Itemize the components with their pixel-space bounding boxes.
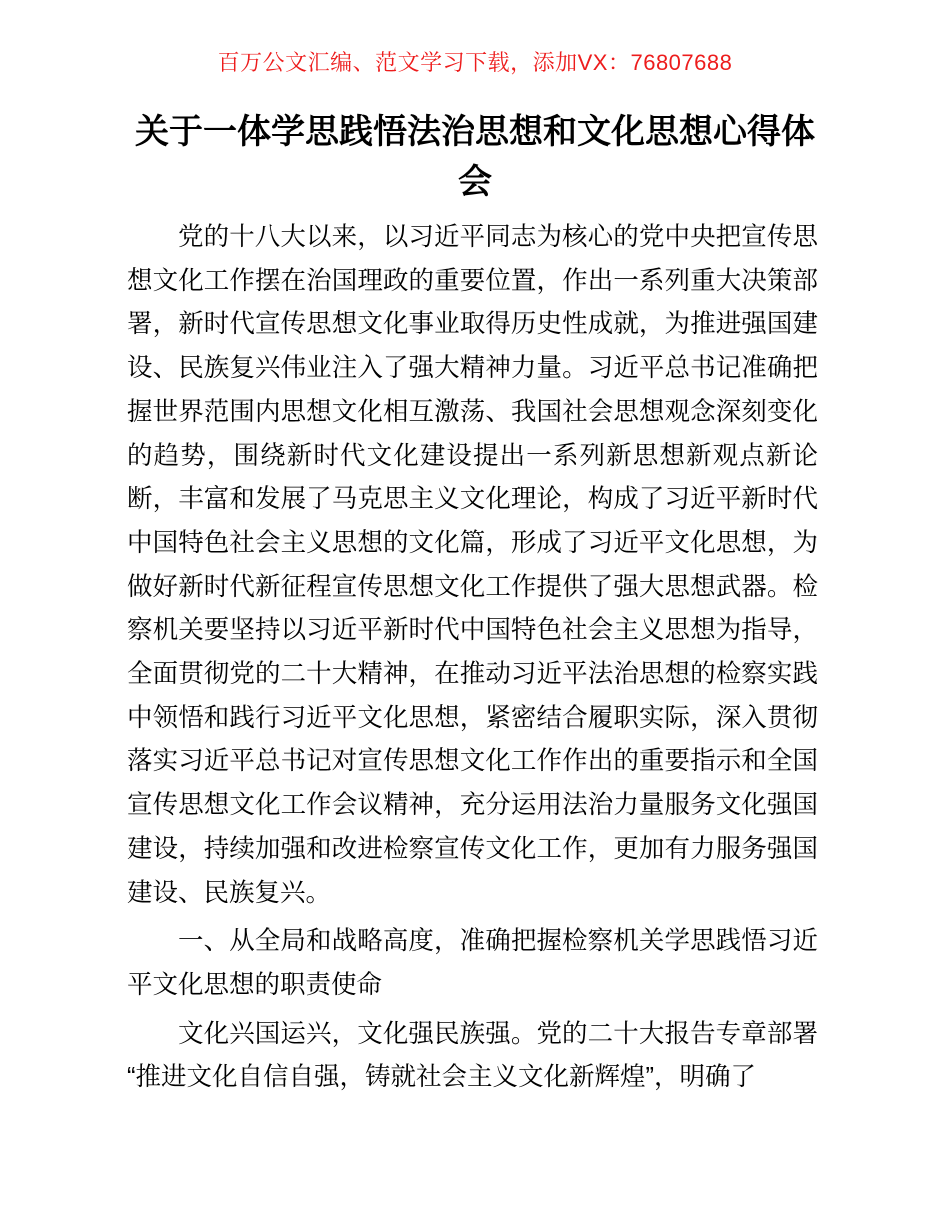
- document-title: 关于一体学思践悟法治思想和文化思想心得体会: [135, 113, 815, 201]
- watermark-banner: 百万公文汇编、范文学习下载，添加VX：76807688: [217, 50, 733, 75]
- section-heading-1: 一、从全局和战略高度，准确把握检察机关学思践悟习近平文化思想的职责使命: [127, 927, 818, 999]
- body-paragraph-1: 党的十八大以来，以习近平同志为核心的党中央把宣传思想文化工作摆在治国理政的重要位置，作出一系列重大决策部署，新时代宣传思想文化事业取得历史性成就，为推进强国建设、民族复兴伟业注入了强大精神力量。习近平总书记准确把握世界范围内思想文化相互激荡、我国社会思想观念深刻变化的趋势，围绕新时代文化建设提出一系列新思想新观点新论断，丰富和发展了马克思主义文化理论，构成了习近平新时代中国特色社会主义思想的文化篇，形成了习近平文化思想，为做好新时代新征程宣传思想文化工作提供了强大思想武器。检察机关要坚持以习近平新时代中国特色社会主义思想为指导，全面贯彻党的二十大精神，在推动习近平法治思想的检察实践中领悟和践行习近平文化思想，紧密结合履职实际，深入贯彻落实习近平总书记对宣传思想文化工作作出的重要指示和全国宣传思想文化工作会议精神，充分运用法治力量服务文化强国建设，持续加强和改进检察宣传文化工作，更加有力服务强国建设、民族复兴。: [127, 223, 818, 907]
- body-paragraph-2: 文化兴国运兴，文化强民族强。党的二十大报告专章部署“推进文化自信自强，铸就社会主义文化新辉煌”，明确了: [127, 1019, 818, 1092]
